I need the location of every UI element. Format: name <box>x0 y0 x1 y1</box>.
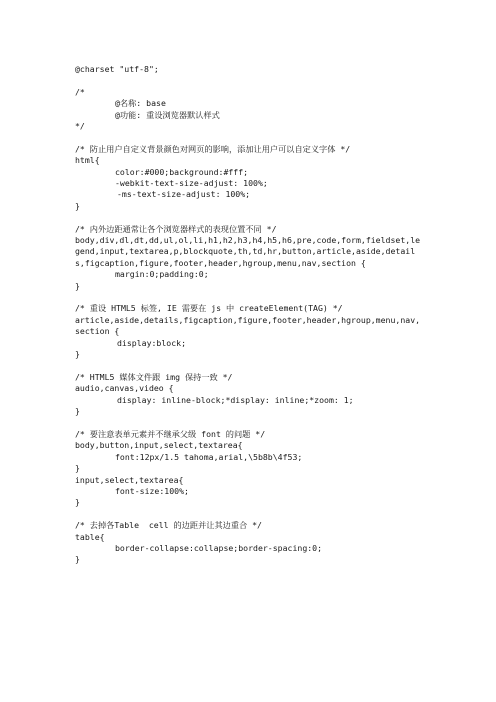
code-line: } <box>75 200 80 211</box>
code-line: -ms-text-size-adjust: 100%; <box>117 189 251 200</box>
blank-line <box>75 361 421 372</box>
code-line: display: inline-block;*display: inline;*zoom: 1; <box>117 394 354 405</box>
code-line: } <box>75 280 80 291</box>
blank-line <box>75 212 421 223</box>
code-line: /* HTML5 媒体文件跟 img 保持一致 */ <box>75 371 233 382</box>
code-line: font-size:100%; <box>115 485 189 496</box>
code-line: @名称: base <box>115 98 166 109</box>
code-line: font:12px/1.5 tahoma,arial,\5b8b\4f53; <box>115 451 303 462</box>
code-line: /* 防止用户自定义背景颜色对网页的影响，添加让用户可以自定义字体 */ <box>75 143 351 154</box>
code-line: input,select,textarea{ <box>75 474 184 485</box>
code-line: @功能: 重设浏览器默认样式 <box>115 109 220 120</box>
blank-line <box>75 292 421 303</box>
code-line: */ <box>75 121 85 132</box>
code-line: } <box>75 497 80 508</box>
code-line: display:block; <box>117 337 187 348</box>
code-line: audio,canvas,video { <box>75 383 174 394</box>
code-line: color:#000;background:#fff; <box>115 166 249 177</box>
code-line: margin:0;padding:0; <box>115 269 209 280</box>
code-line: } <box>75 406 80 417</box>
code-line: table{ <box>75 531 105 542</box>
code-line: /* 去掉各Table cell 的边距并让其边重合 */ <box>75 520 262 531</box>
code-line: } <box>75 463 80 474</box>
blank-line <box>75 132 421 143</box>
blank-line <box>75 75 421 86</box>
code-line: border-collapse:collapse;border-spacing:0; <box>115 542 323 553</box>
code-line: body,button,input,select,textarea{ <box>75 440 243 451</box>
code-line: body,div,dl,dt,dd,ul,ol,li,h1,h2,h3,h4,h5,h6,pre,code,form,fieldset,legend,input,textarea,p,blockquote,th,td,hr,button,article,aside,details,figcaption,figure,footer,header,hgroup,menu,nav,section { <box>75 235 421 268</box>
code-line: /* <box>75 86 85 97</box>
css-code-block <box>75 64 421 566</box>
code-line: } <box>75 554 80 565</box>
code-line: article,aside,details,figcaption,figure,footer,header,hgroup,menu,nav,section { <box>75 314 421 337</box>
code-line: /* 重设 HTML5 标签, IE 需要在 js 中 createElement(TAG) */ <box>75 303 343 314</box>
blank-line <box>75 418 421 429</box>
code-line: /* 内外边距通常让各个浏览器样式的表现位置不同 */ <box>75 223 277 234</box>
blank-line <box>75 509 421 520</box>
code-line: /* 要注意表单元素并不继承父级 font 的问题 */ <box>75 428 266 439</box>
code-line: html{ <box>75 155 100 166</box>
code-line: -webkit-text-size-adjust: 100%; <box>115 178 268 189</box>
code-line: } <box>75 349 80 360</box>
code-line: @charset "utf-8"; <box>75 64 159 74</box>
